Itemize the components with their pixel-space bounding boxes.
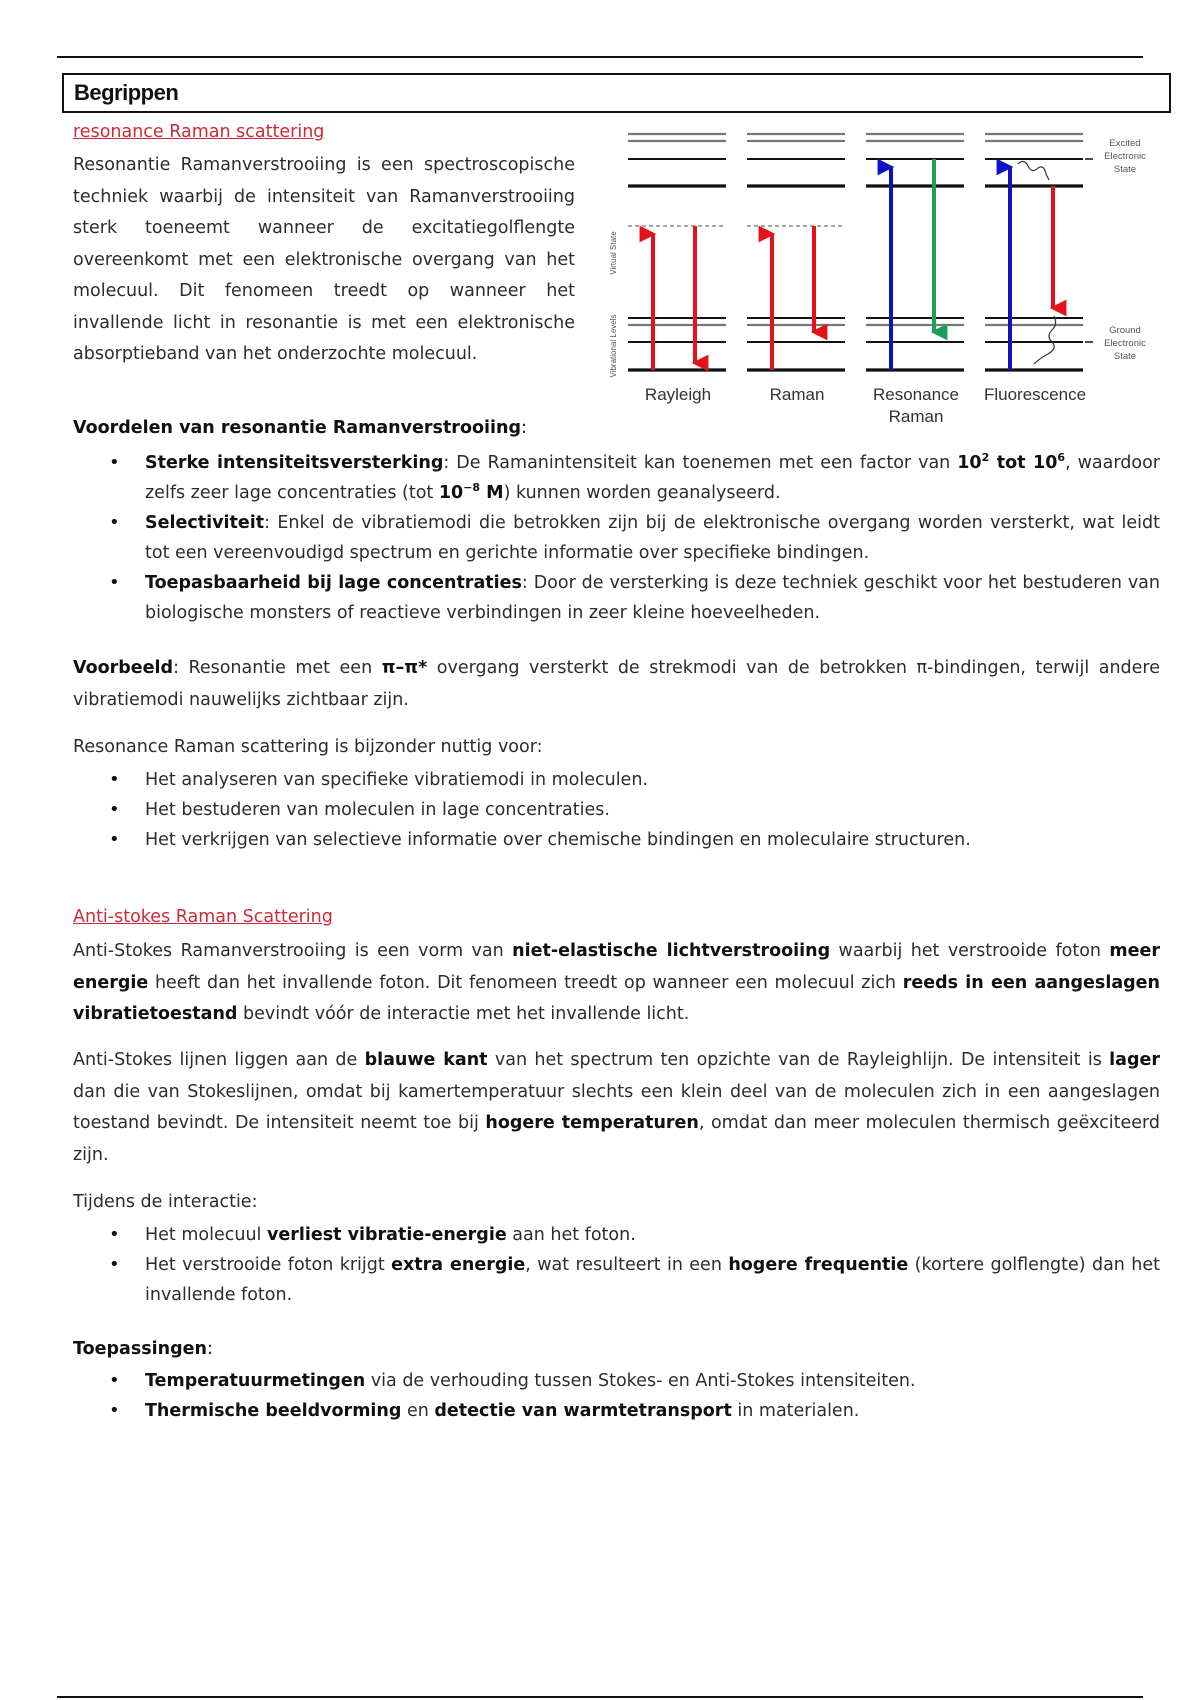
- emphasis: Thermische beeldvorming: [145, 1401, 402, 1421]
- text: (kortere golflengte) dan het invallende foton.: [145, 1255, 1161, 1305]
- concentration-unit: M: [480, 483, 504, 503]
- advantages-heading-text: Voordelen van resonantie Ramanverstrooiing: [73, 418, 521, 438]
- applications-list: [73, 1366, 1160, 1426]
- emphasis: extra energie: [391, 1255, 526, 1275]
- bullet-icon: •: [109, 1400, 120, 1421]
- bullet-icon: •: [109, 452, 120, 473]
- emphasis: meer energie: [73, 941, 1160, 993]
- anti-stokes-paragraph-2: [73, 1045, 1160, 1171]
- text: bevindt vóór de interactie met het invallende licht.: [237, 1004, 690, 1024]
- list-item: [73, 765, 1160, 795]
- interaction-intro: Tijdens de interactie:: [73, 1192, 258, 1212]
- example-paragraph: [73, 653, 1160, 716]
- resonance-intro-paragraph: Resonantie Ramanverstrooiing is een spectroscopische techniek waarbij de intensiteit van Ramanverstrooiing sterk toeneemt wanneer de excitatiegolflengte overeenkomt met een elektronische overgang van het molecuul. Dit fenomeen treedt op wanneer het invallende licht in resonantie is met een elektronische absorptieband van het onderzochte molecuul.: [73, 155, 575, 364]
- bullet-icon: •: [109, 799, 120, 820]
- top-divider: [57, 56, 1143, 58]
- relaxation-wave-lower: [1034, 316, 1056, 364]
- section-title-box: [62, 73, 1171, 113]
- example-text-a: : Resonantie met een: [173, 658, 382, 678]
- advantages-list: [73, 448, 1160, 628]
- list-item: [73, 1396, 1160, 1426]
- emphasis: lager: [1109, 1050, 1160, 1070]
- resonance-raman-heading: resonance Raman scattering: [73, 122, 325, 142]
- factor-mid: tot: [989, 453, 1034, 473]
- text: via de verhouding tussen Stokes- en Anti-Stokes intensiteiten.: [365, 1371, 916, 1391]
- energy-level-diagram: [598, 118, 1178, 430]
- list-item: [73, 1220, 1160, 1250]
- bullet-icon: •: [109, 1254, 120, 1275]
- interaction-list: [73, 1220, 1160, 1310]
- text: dan die van Stokeslijnen, omdat bij kamertemperatuur slechts een klein deel van de moleculen zich in een aangeslagen toestand bevindt. De intensiteit neemt toe bij: [73, 1081, 1160, 1133]
- text: Anti-Stokes lijnen liggen aan de: [73, 1050, 365, 1070]
- list-item-text: Het verkrijgen van selectieve informatie over chemische bindingen en moleculaire structuren.: [145, 830, 971, 850]
- bullet-icon: •: [109, 572, 120, 593]
- excited-state-label-2: Electronic: [1104, 151, 1146, 162]
- advantage-text: : Door de versterking is deze techniek geschikt voor het bestuderen van biologische monsters of reactieve verbindingen in zeer kleine hoeveelheden.: [145, 573, 1160, 623]
- example-label: Voorbeeld: [73, 658, 174, 678]
- example-transition: π–π*: [381, 658, 428, 678]
- bullet-icon: •: [109, 512, 120, 533]
- advantage-text-b: , waardoor zelfs zeer lage concentraties (tot: [145, 453, 1160, 503]
- factor-low: 10: [957, 453, 982, 473]
- bullet-icon: •: [109, 769, 120, 790]
- emphasis: blauwe kant: [364, 1050, 488, 1070]
- bullet-icon: •: [109, 1370, 120, 1391]
- list-item: [73, 568, 1160, 628]
- panel-label-rayleigh: Rayleigh: [644, 385, 712, 404]
- applications-heading: [73, 1334, 1160, 1366]
- list-item: [73, 795, 1160, 825]
- text: waarbij het verstrooide foton: [830, 941, 1110, 961]
- relaxation-wave-upper: [1018, 161, 1049, 180]
- advantages-heading: [73, 413, 1160, 445]
- useful-intro: Resonance Raman scattering is bijzonder nuttig voor:: [73, 737, 543, 757]
- text: Het verstrooide foton krijgt: [145, 1255, 392, 1275]
- applications-heading-text: Toepassingen: [73, 1339, 207, 1359]
- useful-list: [73, 765, 1160, 855]
- bullet-icon: •: [109, 1224, 120, 1245]
- text: , omdat dan meer moleculen thermisch geëxciteerd zijn.: [73, 1113, 1160, 1165]
- virtual-state-axis-label: Virtual State: [609, 231, 618, 275]
- list-item: [73, 1366, 1160, 1396]
- vibrational-levels-axis-label: Vibrational Levels: [609, 314, 618, 378]
- list-item: [73, 448, 1160, 508]
- ground-state-label-2: Electronic: [1104, 338, 1146, 349]
- text: heeft dan het invallende foton. Dit fenomeen treedt op wanneer een molecuul zich: [148, 972, 903, 993]
- text: in materialen.: [731, 1401, 860, 1421]
- emphasis: verliest vibratie-energie: [266, 1225, 507, 1245]
- emphasis: reeds in een aangeslagen vibratietoestand: [73, 972, 1160, 1024]
- text: , wat resulteert in een: [525, 1255, 729, 1275]
- text: van het spectrum ten opzichte van de Rayleighlijn. De intensiteit is: [487, 1050, 1110, 1070]
- list-item: [73, 1250, 1160, 1310]
- emphasis: Temperatuurmetingen: [145, 1371, 366, 1391]
- panel-label-resonance-2: Raman: [888, 407, 944, 426]
- factor-low-exp: 2: [981, 451, 990, 465]
- emphasis: hogere frequentie: [728, 1255, 909, 1275]
- ground-state-label-1: Ground: [1109, 325, 1141, 336]
- text: aan het foton.: [506, 1225, 636, 1245]
- panel-label-resonance: Resonance: [872, 385, 960, 404]
- excited-state-label-1: Excited: [1109, 138, 1141, 149]
- advantage-term: Toepasbaarheid bij lage concentraties: [145, 573, 522, 593]
- anti-stokes-paragraph-1: [73, 936, 1160, 1031]
- anti-stokes-heading: Anti-stokes Raman Scattering: [73, 907, 333, 927]
- factor-high-exp: 6: [1057, 451, 1066, 465]
- colon: :: [520, 418, 527, 438]
- section-title: Begrippen: [74, 80, 179, 105]
- advantage-term: Sterke intensiteitsversterking: [145, 453, 444, 473]
- advantage-text: : De Ramanintensiteit kan toenemen met een factor van: [443, 453, 958, 473]
- text: Het molecuul: [145, 1225, 267, 1245]
- ground-state-label-3: State: [1113, 351, 1137, 362]
- bullet-icon: •: [109, 829, 120, 850]
- emphasis: hogere temperaturen: [485, 1113, 699, 1133]
- advantage-text: : Enkel de vibratiemodi die betrokken zijn bij de elektronische overgang worden versterkt, wat leidt tot een vereenvoudigd spectrum en gerichte informatie over specifieke bindingen.: [145, 513, 1160, 563]
- panel-label-raman: Raman: [769, 385, 825, 404]
- list-item: [73, 508, 1160, 568]
- example-text-b: overgang versterkt de strekmodi van de betrokken π-bindingen, terwijl andere vibratiemodi nauwelijks zichtbaar zijn.: [73, 658, 1161, 710]
- text: Anti-Stokes Ramanverstrooiing is een vorm van: [73, 941, 513, 961]
- advantage-term: Selectiviteit: [145, 513, 265, 533]
- concentration-base: 10: [438, 483, 464, 503]
- list-item: [73, 825, 1160, 855]
- text: en: [401, 1401, 435, 1421]
- emphasis: detectie van warmtetransport: [434, 1401, 732, 1421]
- bottom-divider: [57, 1696, 1143, 1698]
- concentration-exp: −8: [463, 481, 481, 495]
- panel-label-fluorescence: Fluorescence: [983, 385, 1087, 404]
- list-item-text: Het bestuderen van moleculen in lage concentraties.: [145, 800, 610, 820]
- excited-state-label-3: State: [1113, 164, 1137, 175]
- list-item-text: Het analyseren van specifieke vibratiemodi in moleculen.: [145, 770, 648, 790]
- colon: :: [206, 1339, 213, 1359]
- advantage-text-c: ) kunnen worden geanalyseerd.: [503, 483, 781, 503]
- factor-high: 10: [1033, 453, 1058, 473]
- emphasis: niet-elastische lichtverstrooiing: [512, 941, 831, 961]
